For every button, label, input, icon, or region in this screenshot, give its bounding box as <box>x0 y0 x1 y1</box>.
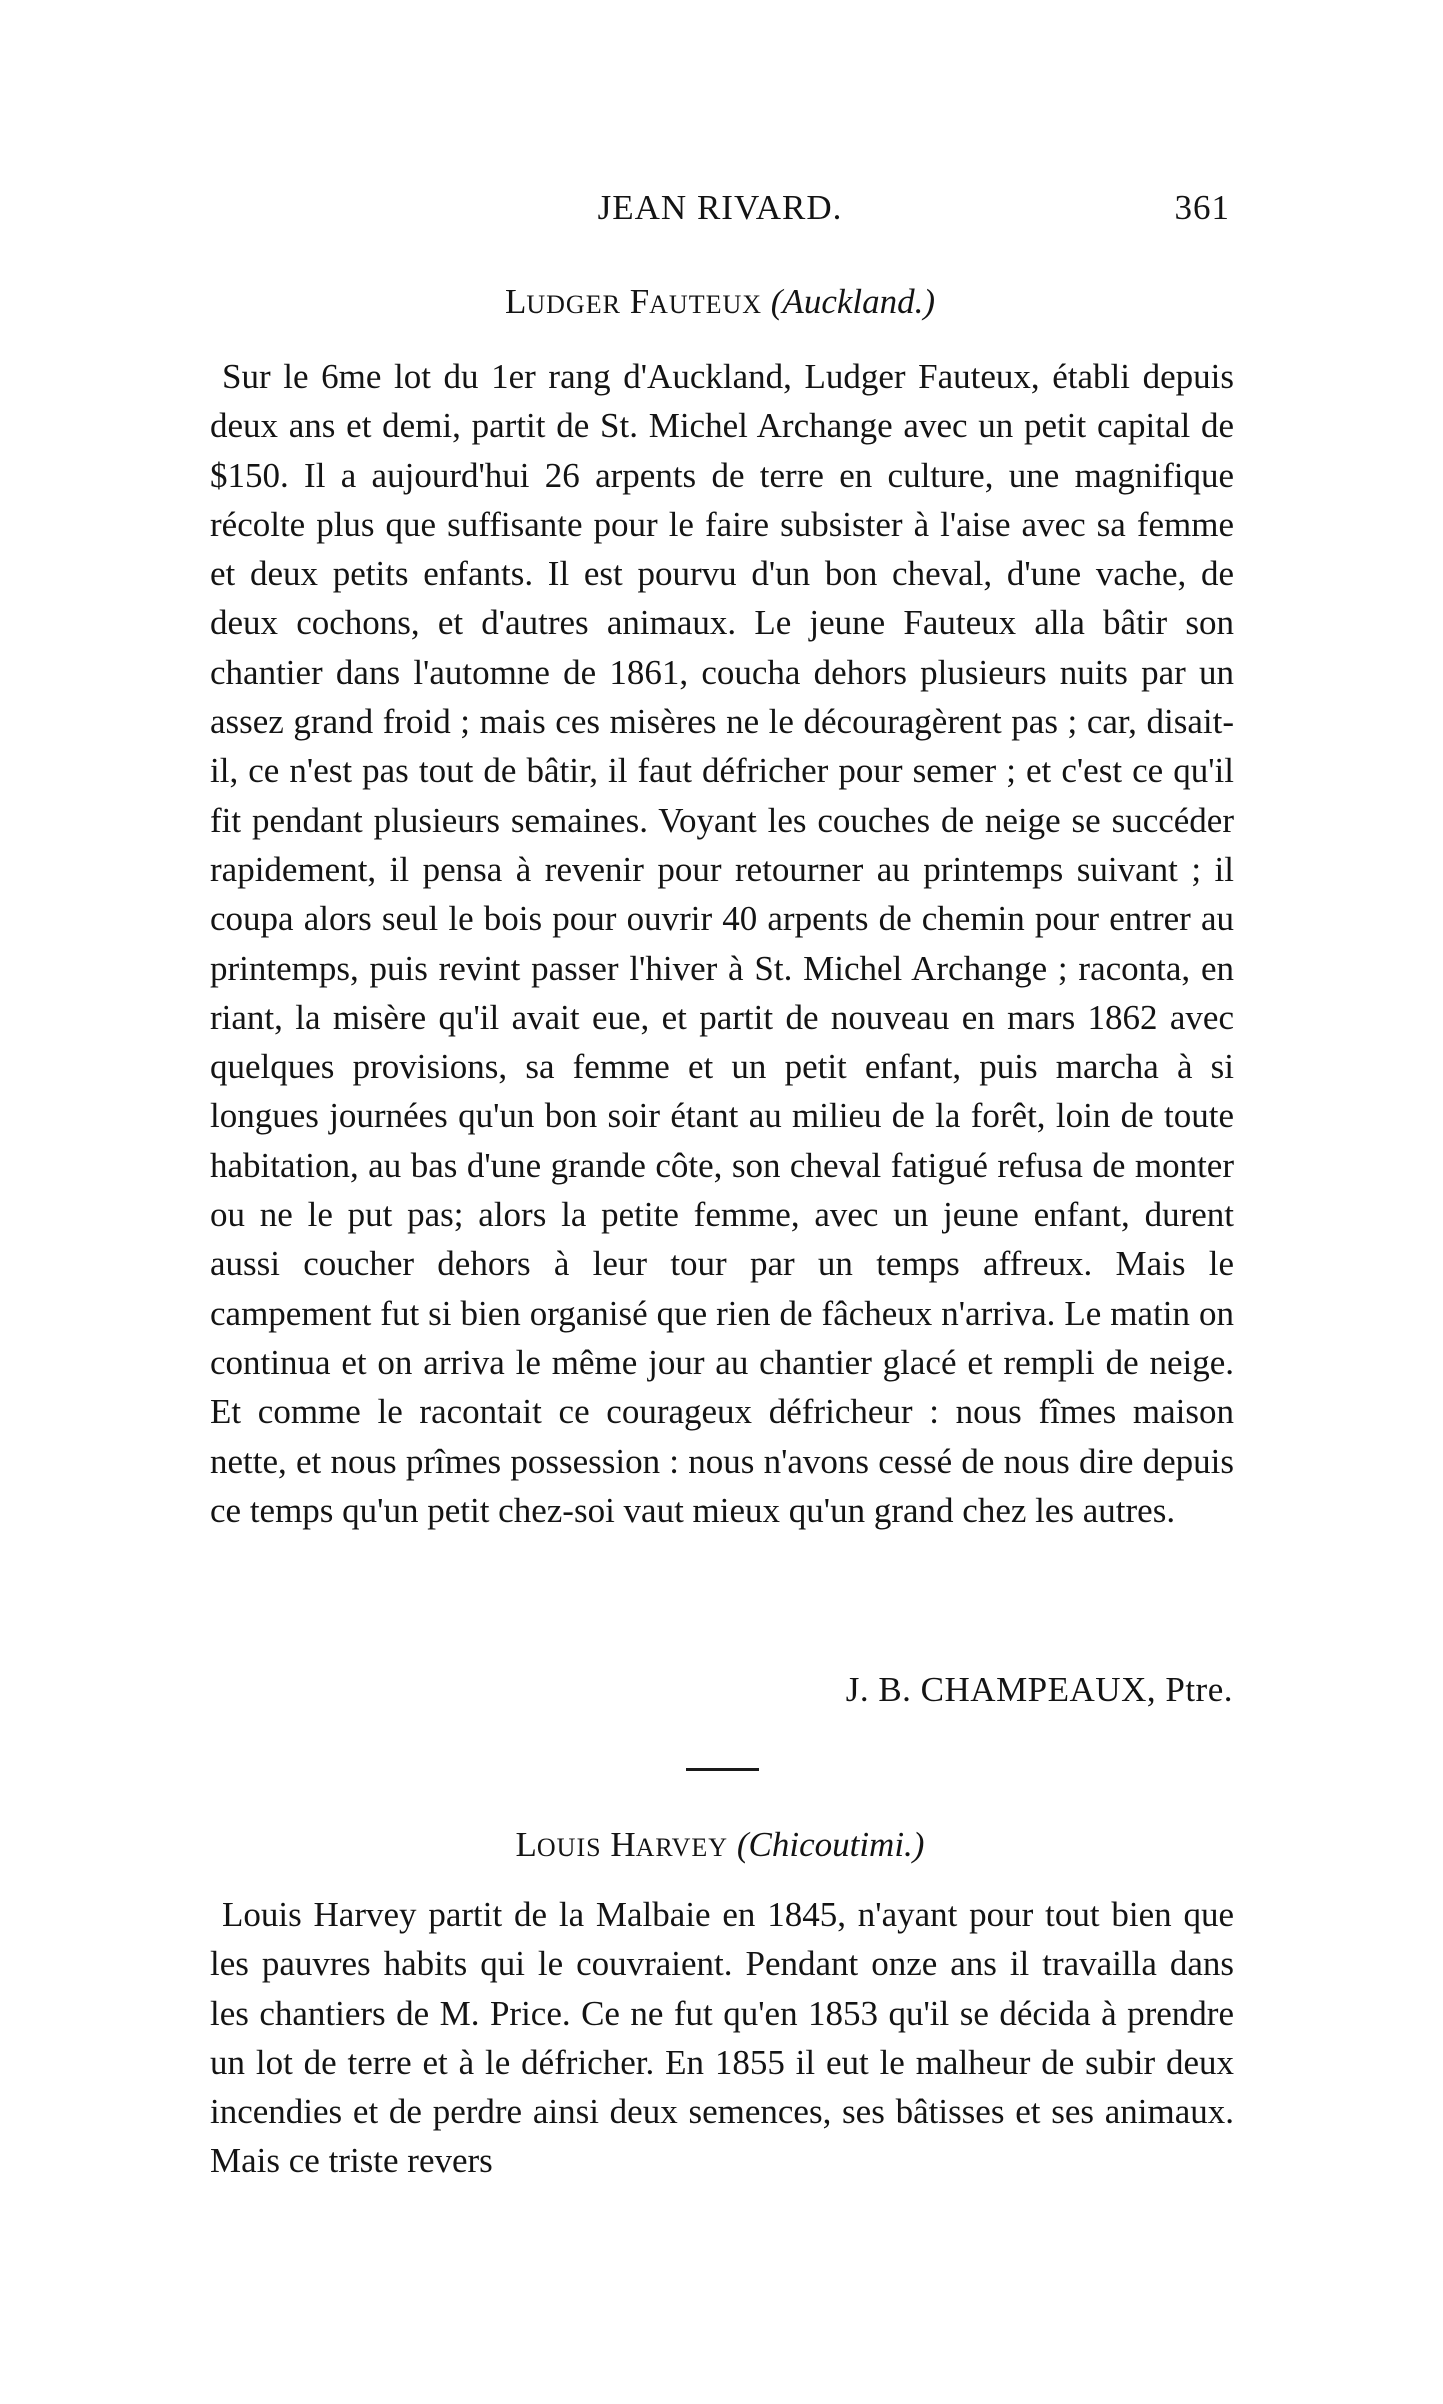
heading-rest: ARVEY <box>635 1833 729 1862</box>
section-body-louis-harvey: Louis Harvey partit de la Malbaie en 1845, n'ayant pour tout bien que les pauvres habits qui le couvraient. Pendant onze ans il travailla dans les chantiers de M. Price. Ce ne fut qu'en 1853 qu'il se décida à prendre un lot de terre et à le défricher. En 1855 il eut le malheur de subir deux incendies et de perdre ainsi deux semences, ses bâtisses et ses animaux. Mais ce triste revers <box>210 1895 1234 2181</box>
heading-rest: UDGER <box>526 290 621 319</box>
page-number: 361 <box>1174 188 1230 227</box>
heading-initial: L <box>504 282 527 321</box>
running-head <box>210 188 1230 236</box>
section-heading-ludger-fauteux <box>210 282 1230 322</box>
section-divider <box>686 1768 759 1771</box>
heading-place: (Chicoutimi.) <box>736 1825 925 1864</box>
section-body-ludger-fauteux: Sur le 6me lot du 1er rang d'Auckland, Ludger Fauteux, établi depuis deux ans et demi, partit de St. Michel Archange avec un petit capital de $150. Il a aujourd'hui 26 arpents de terre en culture, une magnifique récolte plus que suffisante pour le faire subsister à l'aise avec sa femme et deux petits enfants. Il est pourvu d'un bon cheval, d'une vache, de deux cochons, et d'autres animaux. Le jeune Fauteux alla bâtir son chantier dans l'automne de 1861, coucha dehors plusieurs nuits par un assez grand froid ; mais ces misères ne le découragèrent pas ; car, disait-il, ce n'est pas tout de bâtir, il faut défricher pour semer ; et c'est ce qu'il fit pendant plusieurs semaines. Voyant les couches de neige se succéder rapidement, il pensa à revenir pour retourner au printemps suivant ; il coupa alors seul le bois pour ouvrir 40 arpents de chemin pour entrer au printemps, puis revint passer l'hiver à St. Michel Archange ; raconta, en riant, la misère qu'il avait eue, et partit de nouveau en mars 1862 avec quelques provisions, sa femme et un petit enfant, puis marcha à si longues journées qu'un bon soir étant au milieu de la forêt, loin de toute habitation, au bas d'une grande côte, son cheval fatigué refusa de monter ou ne le put pas; alors la petite femme, avec un jeune enfant, durent aussi coucher dehors à leur tour par un temps affreux. Mais le campement fut si bien organisé que rien de fâcheux n'arriva. Le matin on continua et on arriva le même jour au chantier glacé et rempli de neige. Et comme le racontait ce courageux défricheur : nous fîmes maison nette, et nous prîmes possession : nous n'avons cessé de nous dire depuis ce temps qu'un petit chez-soi vaut mieux qu'un grand chez les autres. <box>210 357 1234 1530</box>
heading-initial: L <box>515 1825 537 1864</box>
heading-rest: OUIS <box>536 1833 602 1862</box>
running-title: JEAN RIVARD. <box>597 188 843 227</box>
heading-place: (Auckland.) <box>770 282 936 321</box>
section-heading-louis-harvey <box>210 1825 1230 1865</box>
heading-rest: AUTEUX <box>649 290 763 319</box>
heading-initial: H <box>610 1825 636 1864</box>
signature: J. B. CHAMPEAUX, Ptre. <box>845 1670 1233 1709</box>
heading-initial: F <box>629 282 650 321</box>
